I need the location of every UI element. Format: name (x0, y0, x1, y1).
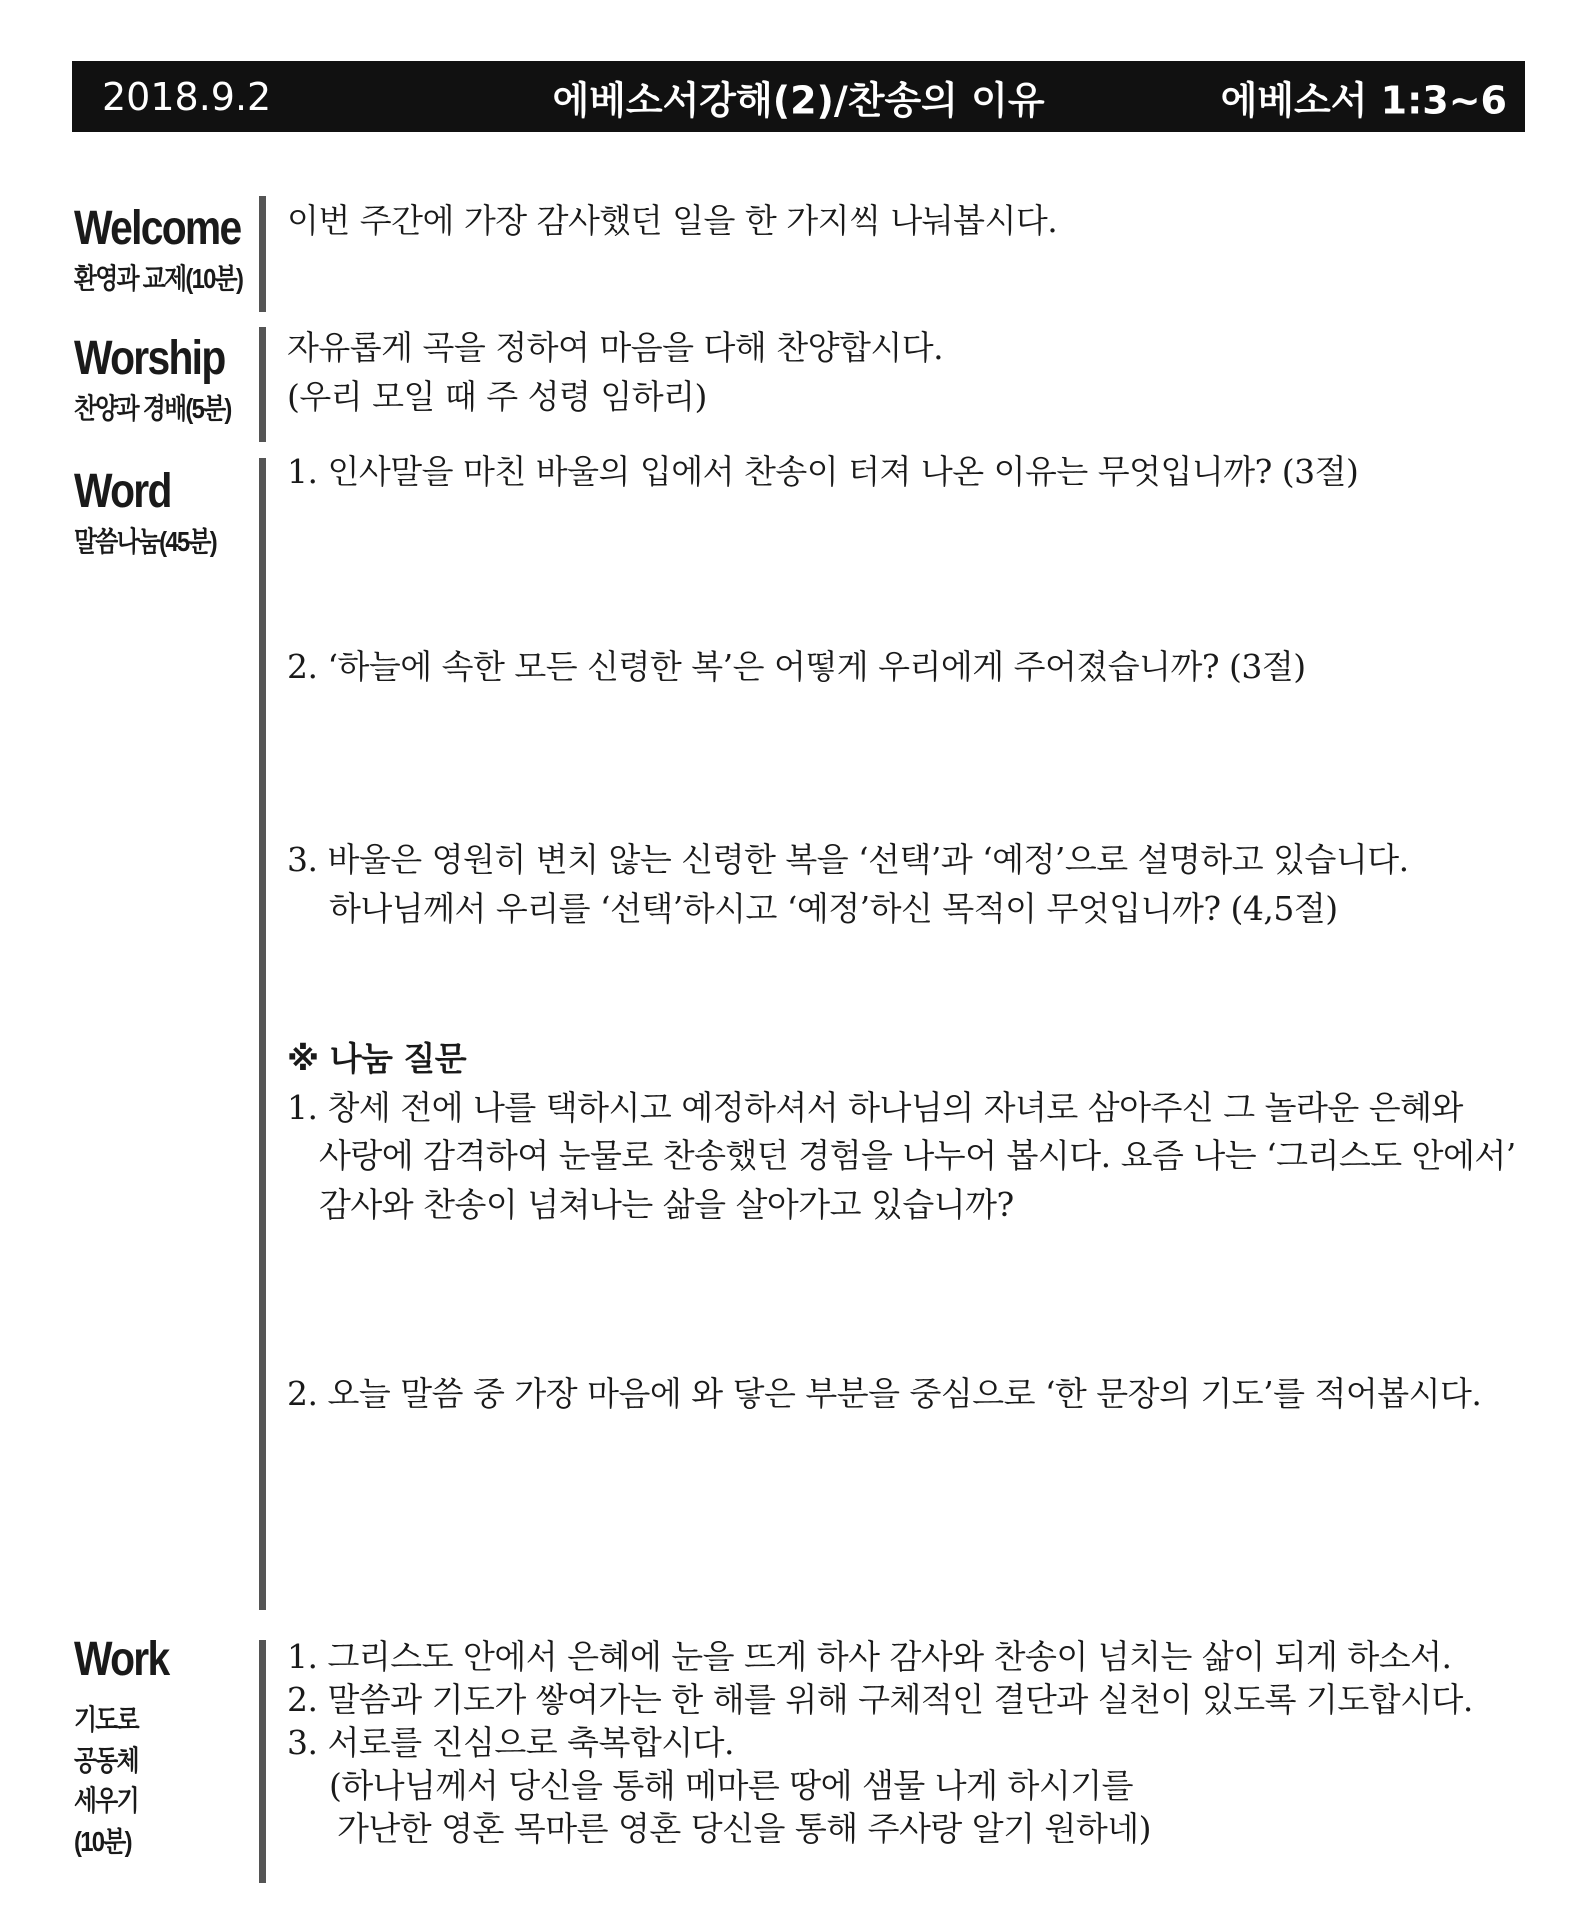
work-title: Work (74, 1633, 169, 1686)
work-subtitle-line-4: (10분) (74, 1825, 131, 1857)
header-bar (72, 61, 1525, 132)
worship-heading (74, 332, 258, 426)
work-subtitle (74, 1700, 168, 1862)
work-prayer-3: 3. 서로를 진심으로 축복합시다. (287, 1722, 734, 1762)
header-reference: 에베소서 1:3~6 (1220, 78, 1507, 122)
work-prayer-3-line-2: (하나님께서 당신을 통해 메마른 땅에 샘물 나게 하시기를 (329, 1765, 1133, 1805)
word-question-2 (287, 643, 1306, 692)
word-question-3-line-2: 하나님께서 우리를 ‘선택’하시고 ‘예정’하신 목적이 무엇입니까? (4,5절) (329, 888, 1338, 928)
sharing-title: ※ 나눔 질문 (287, 1039, 467, 1078)
work-prayer-2: 2. 말씀과 기도가 쌓여가는 한 해를 위해 구체적인 결단과 실천이 있도록 기도합시다. (287, 1679, 1473, 1719)
sharing-question-2 (287, 1370, 1481, 1419)
welcome-title: Welcome (74, 202, 241, 255)
worship-divider (259, 327, 266, 442)
word-question-1 (287, 448, 1358, 497)
work-subtitle-line-2: 공동체 (74, 1744, 138, 1776)
welcome-body (287, 197, 1057, 246)
worship-body (287, 324, 943, 421)
word-question-2-text: 2. ‘하늘에 속한 모든 신령한 복’은 어떻게 우리에게 주어졌습니까? (3절) (287, 647, 1306, 686)
worship-line-1: 자유롭게 곡을 정하여 마음을 다해 찬양합시다. (287, 328, 944, 367)
worship-title: Worship (74, 332, 225, 385)
word-subtitle: 말씀나눔(45분) (74, 526, 216, 557)
work-prayer-1: 1. 그리스도 안에서 은혜에 눈을 뜨게 하사 감사와 찬송이 넘치는 삶이 되게 하소서. (287, 1637, 1452, 1676)
word-title: Word (74, 465, 171, 518)
word-question-3 (287, 836, 1409, 933)
welcome-divider (259, 196, 266, 312)
work-divider (259, 1640, 266, 1883)
welcome-subtitle: 환영과 교제(10분) (74, 263, 243, 294)
word-heading (74, 465, 241, 559)
sharing-question-2-text: 2. 오늘 말씀 중 가장 마음에 와 닿은 부분을 중심으로 ‘한 문장의 기도’를 적어봅시다. (287, 1374, 1482, 1413)
sharing-question-1-line-2: 사랑에 감격하여 눈물로 찬송했던 경험을 나누어 봅시다. 요즘 나는 ‘그리스도 안에서’ (319, 1136, 1516, 1175)
work-subtitle-line-1: 기도로 (74, 1704, 138, 1735)
word-divider (259, 458, 266, 1610)
word-question-3-line-1: 3. 바울은 영원히 변치 않는 신령한 복을 ‘선택’과 ‘예정’으로 설명하고 있습니다. (287, 840, 1409, 879)
work-prayer-3-line-3: 가난한 영혼 목마른 영혼 당신을 통해 주사랑 알기 원하네) (337, 1808, 1151, 1848)
work-heading (74, 1633, 185, 1862)
sharing-question-1-line-1: 1. 창세 전에 나를 택하시고 예정하셔서 하나님의 자녀로 삼아주신 그 놀라운 은혜와 (287, 1087, 1463, 1127)
header-date: 2018.9.2 (102, 74, 272, 119)
welcome-heading (74, 202, 272, 296)
welcome-text: 이번 주간에 가장 감사했던 일을 한 가지씩 나눠봅시다. (287, 201, 1058, 240)
work-subtitle-line-3: 세우기 (74, 1785, 138, 1817)
sharing-questions (287, 1035, 1516, 1229)
work-body (287, 1636, 1473, 1850)
worship-line-2: (우리 모일 때 주 성령 임하리) (287, 376, 707, 416)
worship-subtitle: 찬양과 경배(5분) (74, 393, 231, 424)
header-title: 에베소서강해(2)/찬송의 이유 (552, 78, 1045, 122)
sharing-question-1-line-3: 감사와 찬송이 넘쳐나는 삶을 살아가고 있습니까? (319, 1184, 1014, 1224)
word-question-1-text: 1. 인사말을 마친 바울의 입에서 찬송이 터져 나온 이유는 무엇입니까? (3절) (287, 452, 1359, 491)
